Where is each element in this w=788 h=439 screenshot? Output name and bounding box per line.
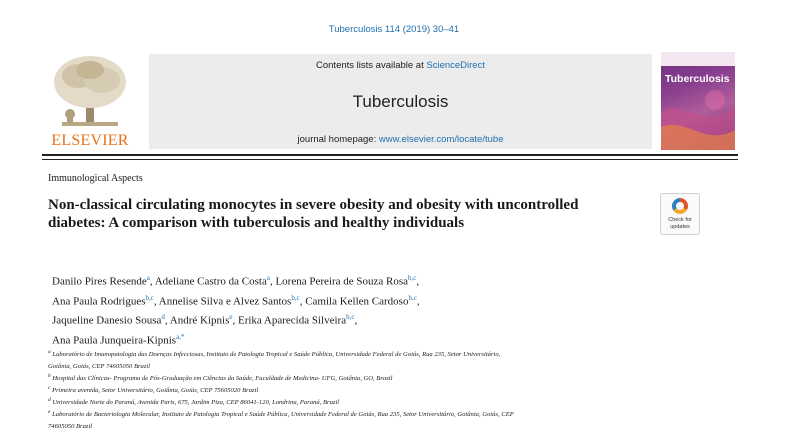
author-affiliation-marker[interactable]: b,c (291, 293, 300, 302)
journal-banner (149, 54, 652, 149)
author-affiliation-marker[interactable]: b,c (408, 293, 417, 302)
author-separator: , (416, 295, 420, 308)
author-name[interactable]: Erika Aparecida Silveira (237, 314, 347, 327)
affiliation-item (48, 348, 668, 360)
affiliation-item (48, 408, 668, 420)
affiliation-label: b (48, 372, 51, 379)
affiliation-text: Laboratório de Imunopatologia das Doenças Infecciosas, Instituto de Patologia Tropical e Saúde Pública, Universidade Federal de Goiás, Rua 235, Setor Universitário, (52, 351, 501, 359)
affiliation-text: Laboratório de Bacteriologia Molecular, Instituto de Patologia Tropical e Saúde Pública, Universidade Federal de Goiás, Rua 235, Setor Universitário, Goiânia, Goiás, CEP (52, 411, 514, 419)
affiliation-text: Hospital das Clínicas- Programa de Pós-Graduação em Ciências da Saúde, Faculdade de Medicina- UFG, Goiânia, GO, Brazil (52, 375, 393, 383)
author-name[interactable]: Ana Paula Junqueira-Kipnis (52, 334, 177, 347)
journal-name: Tuberculosis (352, 92, 449, 111)
journal-citation[interactable]: Tuberculosis 114 (2019) 30–41 (328, 24, 460, 35)
check-for-updates-button[interactable] (660, 193, 700, 235)
author-separator: , (416, 275, 420, 288)
author-separator: , (269, 275, 276, 288)
affiliation-item (48, 396, 668, 408)
author-affiliation-marker[interactable]: b,c (346, 313, 355, 322)
author-name[interactable]: Jaqueline Danesio Sousa (52, 314, 162, 327)
article-section: Immunological Aspects (48, 173, 143, 184)
author-name[interactable]: Danilo Pires Resende (52, 275, 147, 288)
header-rule (42, 154, 738, 156)
elsevier-logo (42, 52, 138, 150)
author-separator: , (354, 314, 358, 327)
author-affiliation-marker[interactable]: e (229, 313, 233, 322)
author-name[interactable]: Camila Kellen Cardoso (305, 295, 409, 308)
affiliation-item (48, 372, 668, 384)
check-updates-label: Check for updates (668, 217, 692, 230)
affiliation-item (48, 384, 668, 396)
author-separator: , (164, 314, 170, 327)
affiliation-text: 74605050 Brazil (48, 423, 93, 431)
author-name[interactable]: André Kipnis (169, 314, 230, 327)
affiliation-item (48, 420, 668, 432)
affiliation-text: Primeira avenida, Setor Universitário, Goiânia, Goiás, CEP 75605020 Brazil (52, 387, 259, 395)
affiliation-label: c (48, 384, 51, 391)
affiliation-text: Universidade Norte do Paraná, Avenida Paris, 675, Jardim Piza, CEP 86041-120, Londrina, Paraná, Brazil (52, 399, 340, 407)
homepage-line (149, 134, 652, 145)
affiliation-item (48, 360, 668, 372)
affiliation-label: a (48, 349, 51, 355)
author-separator: , (232, 314, 238, 327)
author-separator: , (299, 295, 306, 308)
header-rule-thin (42, 159, 738, 160)
publisher-name: ELSEVIER (51, 132, 129, 149)
affiliation-label: e (48, 408, 51, 415)
journal-cover[interactable] (661, 52, 735, 150)
author-name[interactable]: Lorena Pereira de Souza Rosa (275, 275, 409, 288)
author-affiliation-marker[interactable]: a,* (176, 332, 185, 341)
author-affiliation-marker[interactable]: d (161, 313, 165, 322)
author-list (52, 270, 652, 349)
author-name[interactable]: Annelise Silva e Alvez Santos (158, 295, 292, 308)
sciencedirect-link[interactable]: ScienceDirect (426, 60, 485, 71)
homepage-prefix: journal homepage: (297, 134, 379, 145)
author-separator: , (153, 295, 159, 308)
cover-art-icon (661, 52, 735, 150)
author-affiliation-marker[interactable]: b,c (408, 274, 417, 282)
contents-line (149, 60, 652, 71)
author-affiliation-marker[interactable]: a (266, 274, 270, 282)
affiliation-label: d (48, 396, 51, 403)
author-affiliation-marker[interactable]: a (146, 274, 150, 282)
article-title: Non-classical circulating monocytes in severe obesity and obesity with uncontrolled diabetes: A comparison with tuberculosis and healthy individuals (48, 197, 579, 231)
author-separator: , (149, 275, 155, 288)
affiliation-text: Goiânia, Goiás, CEP 74605050 Brazil (48, 363, 151, 371)
check-updates-icon (672, 198, 688, 214)
affiliation-list (48, 348, 668, 432)
journal-homepage-link[interactable]: www.elsevier.com/locate/tube (378, 134, 504, 145)
cover-title: Tuberculosis (665, 73, 730, 85)
author-name[interactable]: Adeliane Castro da Costa (154, 275, 267, 288)
author-name[interactable]: Ana Paula Rodrigues (52, 295, 146, 308)
elsevier-tree-icon (42, 52, 138, 132)
contents-prefix: Contents lists available at (316, 60, 427, 71)
author-affiliation-marker[interactable]: b,c (145, 293, 154, 302)
